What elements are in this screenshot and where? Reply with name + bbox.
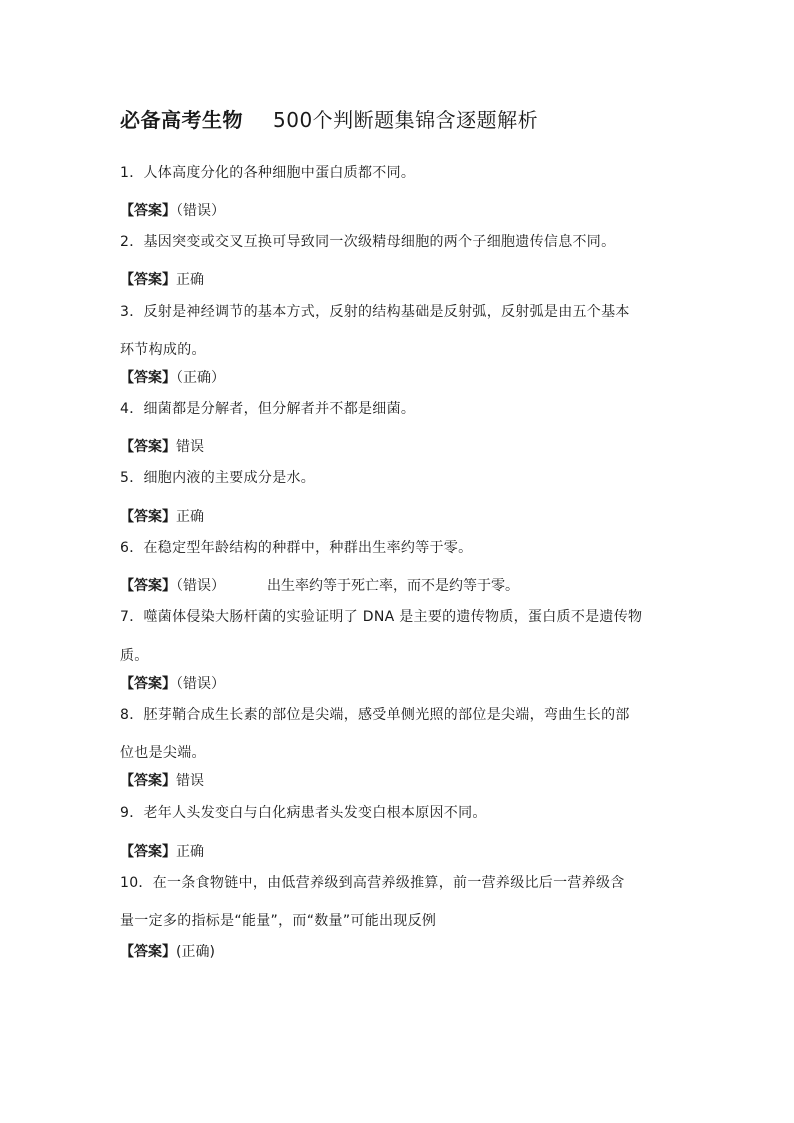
answer-label: 【答案】 <box>120 844 176 860</box>
question-9: 9．老年人头发变白与白化病患者头发变白根本原因不同。 <box>120 805 487 821</box>
question-7-line-1: 7．噬菌体侵染大肠杆菌的实验证明了 DNA 是主要的遗传物质，蛋白质不是遗传物 <box>120 609 643 625</box>
title-rest: 500个判断题集锦含逐题解析 <box>273 108 539 132</box>
answer-8 <box>120 771 204 791</box>
answer-label: 【答案】 <box>120 944 176 960</box>
answer-note: 出生率约等于死亡率，而不是约等于零。 <box>267 578 519 594</box>
question-8-line-1: 8．胚芽鞘合成生长素的部位是尖端，感受单侧光照的部位是尖端，弯曲生长的部 <box>120 707 630 723</box>
answer-label: 【答案】 <box>120 773 176 789</box>
answer-3 <box>120 368 225 388</box>
answer-value: 正确 <box>176 844 204 860</box>
question-4: 4．细菌都是分解者，但分解者并不都是细菌。 <box>120 401 416 417</box>
answer-value: 错误 <box>176 439 204 455</box>
answer-10 <box>120 942 215 962</box>
answer-value: （错误） <box>176 203 225 219</box>
answer-label: 【答案】 <box>120 203 176 219</box>
answer-value: （正确） <box>176 370 225 386</box>
question-2: 2．基因突变或交叉互换可导致同一次级精母细胞的两个子细胞遗传信息不同。 <box>120 234 616 250</box>
answer-6 <box>120 576 519 596</box>
answer-4 <box>120 437 204 457</box>
answer-label: 【答案】 <box>120 272 176 288</box>
question-1: 1．人体高度分化的各种细胞中蛋白质都不同。 <box>120 165 416 181</box>
question-10-line-2: 量一定多的指标是“能量”，而“数量”可能出现反例 <box>120 913 437 929</box>
answer-value: （错误） <box>176 578 225 594</box>
question-8-line-2: 位也是尖端。 <box>120 745 206 761</box>
question-6: 6．在稳定型年龄结构的种群中，种群出生率约等于零。 <box>120 540 473 556</box>
answer-5 <box>120 507 204 527</box>
page-title <box>120 104 538 133</box>
answer-label: 【答案】 <box>120 509 176 525</box>
answer-value: (正确) <box>176 944 215 960</box>
answer-label: 【答案】 <box>120 578 176 594</box>
answer-value: （错误） <box>176 676 225 692</box>
answer-value: 错误 <box>176 773 204 789</box>
question-3-line-1: 3．反射是神经调节的基本方式，反射的结构基础是反射弧，反射弧是由五个基本 <box>120 304 630 320</box>
answer-7 <box>120 674 225 694</box>
answer-label: 【答案】 <box>120 439 176 455</box>
answer-label: 【答案】 <box>120 370 176 386</box>
answer-value: 正确 <box>176 509 204 525</box>
question-10-line-1: 10．在一条食物链中，由低营养级到高营养级推算，前一营养级比后一营养级含 <box>120 875 625 891</box>
title-main: 必备高考生物 <box>120 108 243 132</box>
question-7-line-2: 质。 <box>120 648 149 664</box>
question-5: 5．细胞内液的主要成分是水。 <box>120 470 316 486</box>
answer-9 <box>120 842 204 862</box>
answer-value: 正确 <box>176 272 204 288</box>
answer-2 <box>120 270 204 290</box>
question-3-line-2: 环节构成的。 <box>120 342 206 358</box>
answer-1 <box>120 201 225 221</box>
answer-label: 【答案】 <box>120 676 176 692</box>
